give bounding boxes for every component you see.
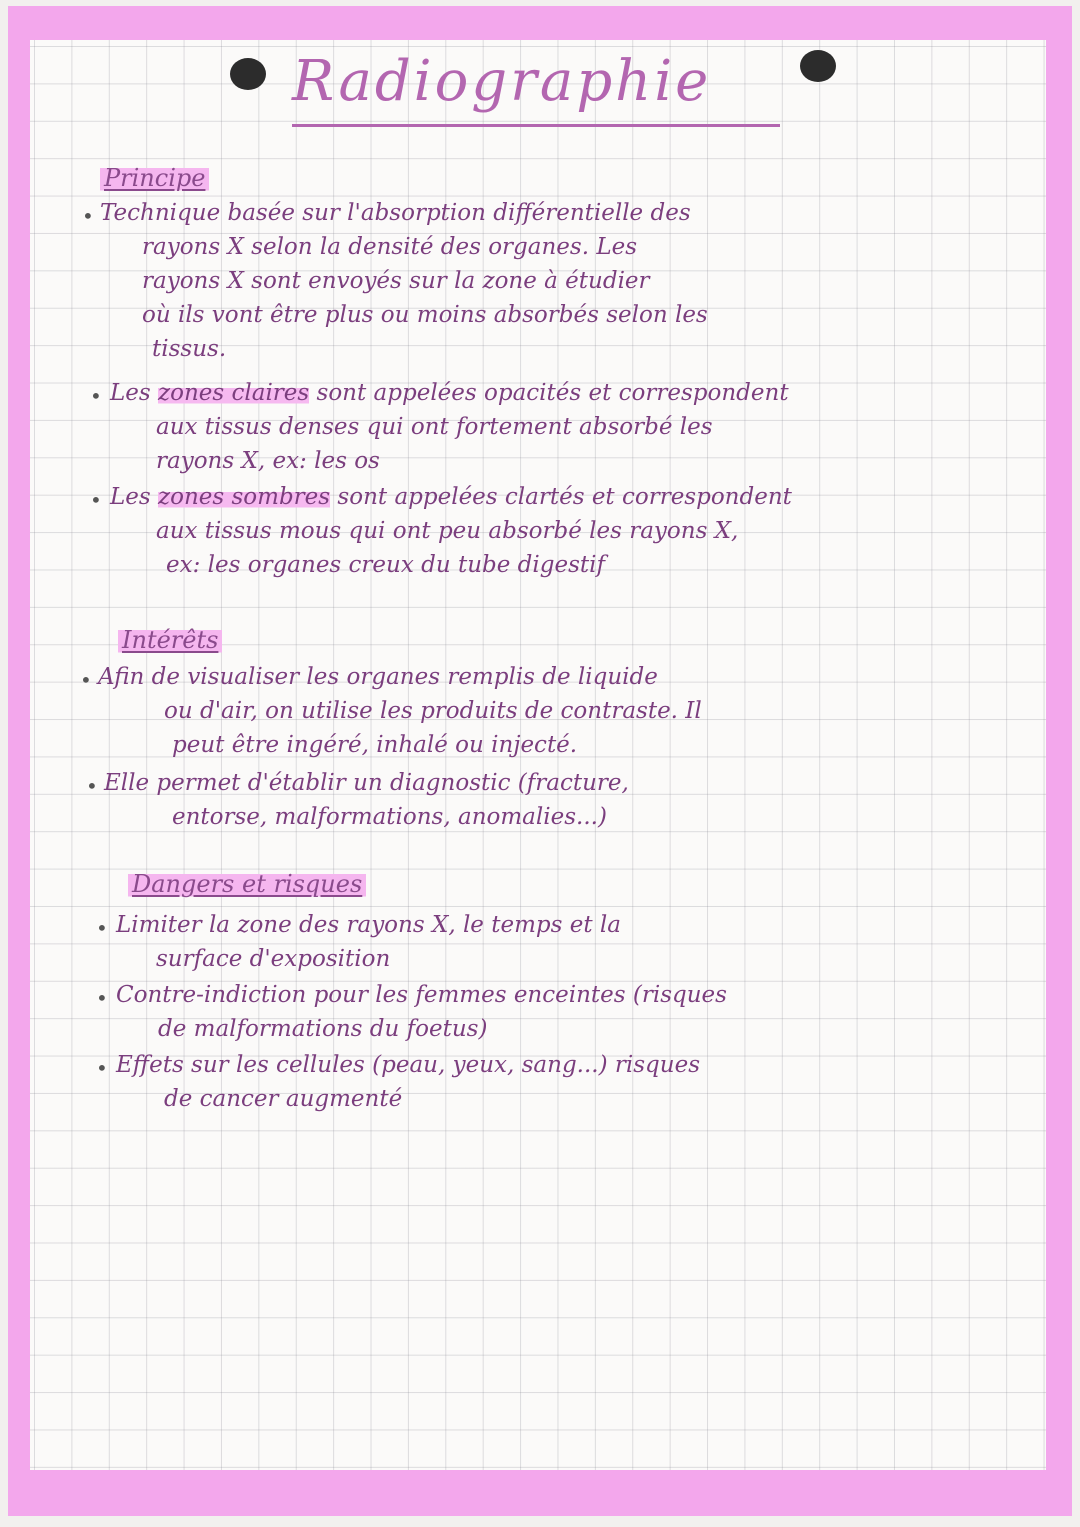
- punch-hole: [800, 50, 836, 82]
- text-line: surface d'exposition: [156, 946, 391, 972]
- section-heading-text: Dangers et risques: [128, 870, 366, 898]
- text-line: Limiter la zone des rayons X, le temps et la: [116, 912, 621, 938]
- text-line: rayons X sont envoyés sur la zone à étudier: [142, 268, 650, 294]
- bullet-icon: •: [86, 774, 98, 798]
- text-line: [110, 480, 792, 514]
- highlighted-term: zones sombres: [158, 484, 331, 510]
- text-line: Effets sur les cellules (peau, yeux, sang...) risques: [116, 1052, 700, 1078]
- text-line: tissus.: [152, 336, 227, 362]
- bullet-icon: •: [90, 488, 102, 512]
- text-line: rayons X selon la densité des organes. Les: [142, 234, 638, 260]
- section-heading-principe: [100, 164, 209, 193]
- bullet-icon: •: [80, 668, 92, 692]
- list-item: [116, 978, 727, 1046]
- section-heading-text: Principe: [100, 164, 209, 192]
- bullet-icon: •: [96, 916, 108, 940]
- list-item: [100, 196, 708, 366]
- title-underline: [292, 124, 780, 127]
- text-line: peut être ingéré, inhalé ou injecté.: [172, 732, 578, 758]
- page-title: Radiographie: [292, 49, 712, 114]
- punch-hole: [230, 58, 266, 90]
- list-item: [116, 908, 621, 976]
- bullet-icon: •: [96, 1056, 108, 1080]
- bullet-icon: •: [96, 986, 108, 1010]
- list-item: [110, 376, 789, 478]
- text-line: de cancer augmenté: [164, 1086, 403, 1112]
- section-heading-text: Intérêts: [118, 626, 222, 654]
- text-line: ou d'air, on utilise les produits de contraste. Il: [164, 698, 702, 724]
- text-line: [110, 376, 789, 410]
- text-line: ex: les organes creux du tube digestif: [166, 552, 605, 578]
- text-line: Contre-indiction pour les femmes enceintes (risques: [116, 982, 727, 1008]
- text-line: entorse, malformations, anomalies...): [172, 804, 607, 830]
- list-item: [104, 766, 629, 834]
- bullet-icon: •: [82, 204, 94, 228]
- text-line: aux tissus mous qui ont peu absorbé les rayons X,: [156, 518, 739, 544]
- text-lead: Les: [110, 380, 158, 406]
- text-line: Elle permet d'établir un diagnostic (fracture,: [104, 770, 629, 796]
- text-line: Afin de visualiser les organes remplis de liquide: [98, 664, 658, 690]
- list-item: [98, 660, 702, 762]
- text-lead: Les: [110, 484, 158, 510]
- highlighted-term: zones claires: [158, 380, 310, 406]
- text-rest: sont appelées opacités et correspondent: [316, 380, 789, 406]
- text-line: de malformations du foetus): [158, 1016, 488, 1042]
- text-line: aux tissus denses qui ont fortement absorbé les: [156, 414, 713, 440]
- section-heading-dangers: [128, 870, 366, 899]
- list-item: [110, 480, 792, 582]
- text-line: rayons X, ex: les os: [156, 448, 380, 474]
- text-line: où ils vont être plus ou moins absorbés selon les: [142, 302, 708, 328]
- text-line: Technique basée sur l'absorption différentielle des: [100, 200, 691, 226]
- list-item: [116, 1048, 700, 1116]
- text-rest: sont appelées clartés et correspondent: [337, 484, 792, 510]
- bullet-icon: •: [90, 384, 102, 408]
- section-heading-interets: [118, 626, 222, 655]
